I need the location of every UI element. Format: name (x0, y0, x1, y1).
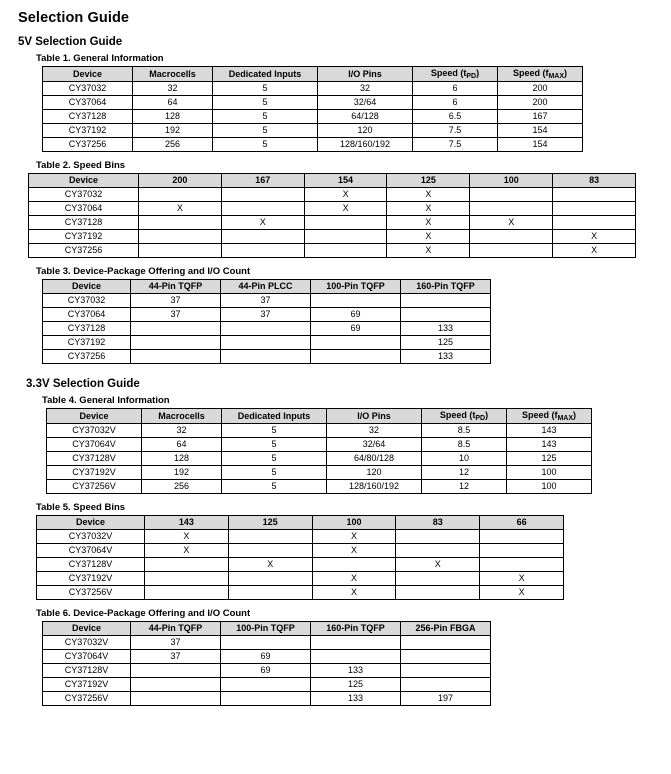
cell-value: 69 (311, 322, 401, 336)
cell-device: CY37064V (43, 650, 131, 664)
cell-value (401, 678, 491, 692)
table-row (37, 530, 564, 544)
cell-value (221, 322, 311, 336)
cell-value (304, 244, 387, 258)
cell-value: X (553, 244, 636, 258)
cell-value (311, 650, 401, 664)
table-row (43, 82, 583, 96)
cell-value: 12 (422, 480, 507, 494)
cell-value: 37 (131, 650, 221, 664)
cell-value: 125 (507, 452, 592, 466)
table-row (47, 466, 592, 480)
cell-value: 100 (507, 480, 592, 494)
cell-device: CY37256 (43, 138, 133, 152)
cell-value: X (304, 188, 387, 202)
table-row (43, 110, 583, 124)
cell-value (221, 636, 311, 650)
table-row (43, 678, 491, 692)
cell-value: 5 (213, 82, 318, 96)
cell-value: 5 (222, 424, 327, 438)
cell-value: 6 (413, 96, 498, 110)
table-caption-5: Table 5. Speed Bins (36, 502, 126, 513)
table-header-row (37, 516, 564, 530)
cell-value: 64/128 (318, 110, 413, 124)
cell-device: CY37032 (43, 82, 133, 96)
cell-value (131, 350, 221, 364)
cell-value: X (480, 572, 564, 586)
col-device: Device (47, 409, 142, 424)
cell-value: 125 (311, 678, 401, 692)
cell-device: CY37064 (43, 308, 131, 322)
table-body-5 (37, 530, 564, 600)
table-caption-1: Table 1. General Information (36, 53, 164, 64)
cell-value (311, 350, 401, 364)
cell-value: X (387, 216, 470, 230)
cell-value: X (139, 202, 222, 216)
cell-value: X (470, 216, 553, 230)
cell-value: 32 (327, 424, 422, 438)
cell-device: CY37064 (29, 202, 139, 216)
col-bin-143: 143 (145, 516, 229, 530)
table-block-1 (18, 53, 659, 152)
col-44-pin-plcc: 44-Pin PLCC (221, 280, 311, 294)
cell-value: X (312, 544, 396, 558)
cell-device: CY37256V (47, 480, 142, 494)
col-device: Device (37, 516, 145, 530)
table-row (43, 692, 491, 706)
cell-value: 64 (142, 438, 222, 452)
cell-device: CY37192V (37, 572, 145, 586)
table-row (29, 188, 636, 202)
cell-value: 7.5 (413, 138, 498, 152)
cell-device: CY37192V (47, 466, 142, 480)
col-macrocells: Macrocells (133, 67, 213, 82)
cell-value (311, 336, 401, 350)
cell-device: CY37192 (43, 124, 133, 138)
cell-value (396, 586, 480, 600)
cell-value (311, 636, 401, 650)
cell-value: 154 (498, 138, 583, 152)
cell-device: CY37032V (47, 424, 142, 438)
cell-value: 256 (133, 138, 213, 152)
cell-value: X (312, 586, 396, 600)
table-row (37, 544, 564, 558)
col-160-pin-tqfp: 160-Pin TQFP (401, 280, 491, 294)
col-bin-200: 200 (139, 174, 222, 188)
table-row (43, 294, 491, 308)
cell-value (221, 336, 311, 350)
table-block-2 (18, 160, 659, 258)
cell-value (396, 530, 480, 544)
table-row (29, 230, 636, 244)
table-row (43, 350, 491, 364)
cell-value: 8.5 (422, 424, 507, 438)
cell-device: CY37192 (29, 230, 139, 244)
table-row (29, 216, 636, 230)
col-io-pins: I/O Pins (327, 409, 422, 424)
cell-device: CY37256 (29, 244, 139, 258)
cell-value: 32 (133, 82, 213, 96)
col-bin-100: 100 (312, 516, 396, 530)
cell-value: 256 (142, 480, 222, 494)
cell-value: 5 (222, 466, 327, 480)
col-44-pin-tqfp: 44-Pin TQFP (131, 280, 221, 294)
cell-value: X (221, 216, 304, 230)
cell-value (139, 244, 222, 258)
cell-value (470, 230, 553, 244)
table-block-6 (18, 608, 659, 706)
col-speed-tpd: Speed $(t_{PD})$ (413, 67, 498, 82)
cell-device: CY37256 (43, 350, 131, 364)
cell-value (470, 244, 553, 258)
cell-value (396, 544, 480, 558)
cell-value (470, 202, 553, 216)
cell-value: 133 (401, 322, 491, 336)
cell-value: 154 (498, 124, 583, 138)
cell-value (480, 544, 564, 558)
cell-value: 133 (311, 692, 401, 706)
cell-value (553, 202, 636, 216)
cell-value: 143 (507, 424, 592, 438)
cell-value (470, 188, 553, 202)
cell-device: CY37256V (43, 692, 131, 706)
cell-value (312, 558, 396, 572)
col-dedicated-inputs: Dedicated Inputs (222, 409, 327, 424)
cell-value (139, 216, 222, 230)
cell-device: CY37192V (43, 678, 131, 692)
cell-device: CY37128 (43, 322, 131, 336)
table-device-package-33v (42, 621, 491, 706)
table-row (47, 452, 592, 466)
col-dedicated-inputs: Dedicated Inputs (213, 67, 318, 82)
cell-value: 37 (221, 294, 311, 308)
table-body-2 (29, 188, 636, 258)
table-general-information-33v (46, 408, 592, 494)
table-device-package-5v (42, 279, 491, 364)
cell-value (401, 664, 491, 678)
cell-value: 128 (142, 452, 222, 466)
cell-value: X (387, 202, 470, 216)
cell-value: 197 (401, 692, 491, 706)
cell-device: CY37064 (43, 96, 133, 110)
cell-value (401, 636, 491, 650)
cell-value: 64 (133, 96, 213, 110)
table-row (47, 424, 592, 438)
table-header-row (43, 622, 491, 636)
table-speed-bins-5v (28, 173, 636, 258)
cell-value: 192 (133, 124, 213, 138)
table-row (37, 586, 564, 600)
cell-value: 100 (507, 466, 592, 480)
table-row (43, 650, 491, 664)
cell-value: X (312, 530, 396, 544)
cell-value: 143 (507, 438, 592, 452)
table-block-3 (18, 266, 659, 364)
cell-value: 128 (133, 110, 213, 124)
cell-device: CY37192 (43, 336, 131, 350)
cell-value (139, 188, 222, 202)
cell-value: X (387, 244, 470, 258)
cell-device: CY37032 (29, 188, 139, 202)
cell-device: CY37032V (43, 636, 131, 650)
cell-value (304, 230, 387, 244)
cell-value: 10 (422, 452, 507, 466)
cell-value (139, 230, 222, 244)
cell-value: 167 (498, 110, 583, 124)
cell-value (401, 650, 491, 664)
cell-value (145, 572, 229, 586)
col-macrocells: Macrocells (142, 409, 222, 424)
col-device: Device (43, 280, 131, 294)
cell-value: 5 (222, 452, 327, 466)
cell-device: CY37032 (43, 294, 131, 308)
cell-value: 37 (221, 308, 311, 322)
cell-value: X (387, 188, 470, 202)
cell-value (131, 664, 221, 678)
cell-value (221, 692, 311, 706)
table-row (43, 322, 491, 336)
cell-value: 8.5 (422, 438, 507, 452)
col-device: Device (29, 174, 139, 188)
table-header-row (43, 280, 491, 294)
cell-value (221, 202, 304, 216)
table-body-1 (43, 82, 583, 152)
cell-value: X (312, 572, 396, 586)
cell-value (221, 678, 311, 692)
cell-value (221, 230, 304, 244)
col-device: Device (43, 67, 133, 82)
cell-value (480, 530, 564, 544)
table-speed-bins-33v (36, 515, 564, 600)
table-caption-6: Table 6. Device-Package Offering and I/O Count (36, 608, 251, 619)
cell-device: CY37064V (37, 544, 145, 558)
cell-value (131, 692, 221, 706)
col-100-pin-tqfp: 100-Pin TQFP (311, 280, 401, 294)
cell-value: 5 (213, 110, 318, 124)
cell-value: 64/80/128 (327, 452, 422, 466)
cell-value: 32/64 (318, 96, 413, 110)
cell-value: X (480, 586, 564, 600)
col-speed-tpd: Speed $(t_{PD})$ (422, 409, 507, 424)
cell-value (304, 216, 387, 230)
cell-device: CY37128V (43, 664, 131, 678)
table-row (43, 124, 583, 138)
col-256-pin-fbga: 256-Pin FBGA (401, 622, 491, 636)
col-bin-125: 125 (387, 174, 470, 188)
table-general-information-5v (42, 66, 583, 152)
table-caption-3: Table 3. Device-Package Offering and I/O Count (36, 266, 251, 277)
col-bin-83: 83 (396, 516, 480, 530)
cell-value (131, 336, 221, 350)
cell-value: X (145, 544, 229, 558)
col-44-pin-tqfp: 44-Pin TQFP (131, 622, 221, 636)
cell-value: 7.5 (413, 124, 498, 138)
table-row (43, 308, 491, 322)
cell-value (401, 294, 491, 308)
cell-value (480, 558, 564, 572)
col-bin-83: 83 (553, 174, 636, 188)
cell-value: 120 (318, 124, 413, 138)
cell-value: 120 (327, 466, 422, 480)
cell-value: 5 (213, 124, 318, 138)
cell-value (131, 678, 221, 692)
cell-value (396, 572, 480, 586)
table-row (47, 438, 592, 452)
page-title: Selection Guide (18, 10, 130, 26)
cell-value: X (396, 558, 480, 572)
cell-value: 32/64 (327, 438, 422, 452)
cell-value: 37 (131, 636, 221, 650)
cell-value: 133 (401, 350, 491, 364)
cell-device: CY37128V (47, 452, 142, 466)
cell-value: X (228, 558, 312, 572)
table-row (37, 572, 564, 586)
cell-value: 69 (221, 650, 311, 664)
col-bin-66: 66 (480, 516, 564, 530)
table-body-4 (47, 424, 592, 494)
cell-value (228, 530, 312, 544)
col-bin-100: 100 (470, 174, 553, 188)
cell-value (311, 294, 401, 308)
cell-value: 125 (401, 336, 491, 350)
table-row (37, 558, 564, 572)
table-row (43, 336, 491, 350)
cell-value (145, 586, 229, 600)
table-body-3 (43, 294, 491, 364)
table-header-row (47, 409, 592, 424)
cell-device: CY37128 (29, 216, 139, 230)
col-160-pin-tqfp: 160-Pin TQFP (311, 622, 401, 636)
cell-value (221, 244, 304, 258)
col-speed-fmax: Speed $(f_{MAX})$ (498, 67, 583, 82)
cell-value (228, 572, 312, 586)
cell-value (401, 308, 491, 322)
cell-device: CY37032V (37, 530, 145, 544)
col-speed-fmax: Speed $(f_{MAX})$ (507, 409, 592, 424)
cell-value: 128/160/192 (318, 138, 413, 152)
table-header-row (43, 67, 583, 82)
cell-value (228, 544, 312, 558)
cell-value (145, 558, 229, 572)
table-block-4 (18, 395, 659, 494)
col-bin-125: 125 (228, 516, 312, 530)
cell-value: 5 (213, 96, 318, 110)
cell-value: X (304, 202, 387, 216)
cell-value (553, 216, 636, 230)
table-caption-4: Table 4. General Information (42, 395, 170, 406)
cell-value: 6.5 (413, 110, 498, 124)
col-io-pins: I/O Pins (318, 67, 413, 82)
cell-value: 192 (142, 466, 222, 480)
cell-value: 5 (222, 438, 327, 452)
cell-value: 69 (221, 664, 311, 678)
col-bin-167: 167 (221, 174, 304, 188)
cell-value: 133 (311, 664, 401, 678)
cell-value: 12 (422, 466, 507, 480)
cell-value: 5 (222, 480, 327, 494)
section-heading-33v: 3.3V Selection Guide (26, 378, 140, 390)
cell-value: 128/160/192 (327, 480, 422, 494)
table-row (43, 138, 583, 152)
table-header-row (29, 174, 636, 188)
cell-value (553, 188, 636, 202)
cell-value: 37 (131, 294, 221, 308)
cell-device: CY37064V (47, 438, 142, 452)
section-heading-5v: 5V Selection Guide (18, 36, 123, 48)
table-caption-2: Table 2. Speed Bins (36, 160, 126, 171)
cell-value (221, 350, 311, 364)
cell-value: 200 (498, 82, 583, 96)
table-block-5 (18, 502, 659, 600)
table-row (43, 636, 491, 650)
cell-value: 69 (311, 308, 401, 322)
table-body-6 (43, 636, 491, 706)
cell-device: CY37256V (37, 586, 145, 600)
col-bin-154: 154 (304, 174, 387, 188)
col-100-pin-tqfp: 100-Pin TQFP (221, 622, 311, 636)
col-device: Device (43, 622, 131, 636)
table-row (43, 664, 491, 678)
table-row (29, 244, 636, 258)
table-row (29, 202, 636, 216)
cell-value: 200 (498, 96, 583, 110)
cell-value: X (387, 230, 470, 244)
cell-value: 37 (131, 308, 221, 322)
cell-value: 32 (142, 424, 222, 438)
cell-value: 6 (413, 82, 498, 96)
cell-value (131, 322, 221, 336)
cell-value: X (553, 230, 636, 244)
cell-device: CY37128V (37, 558, 145, 572)
cell-value (228, 586, 312, 600)
cell-value: 32 (318, 82, 413, 96)
cell-value (221, 188, 304, 202)
cell-value: 5 (213, 138, 318, 152)
cell-value: X (145, 530, 229, 544)
cell-device: CY37128 (43, 110, 133, 124)
table-row (47, 480, 592, 494)
table-row (43, 96, 583, 110)
